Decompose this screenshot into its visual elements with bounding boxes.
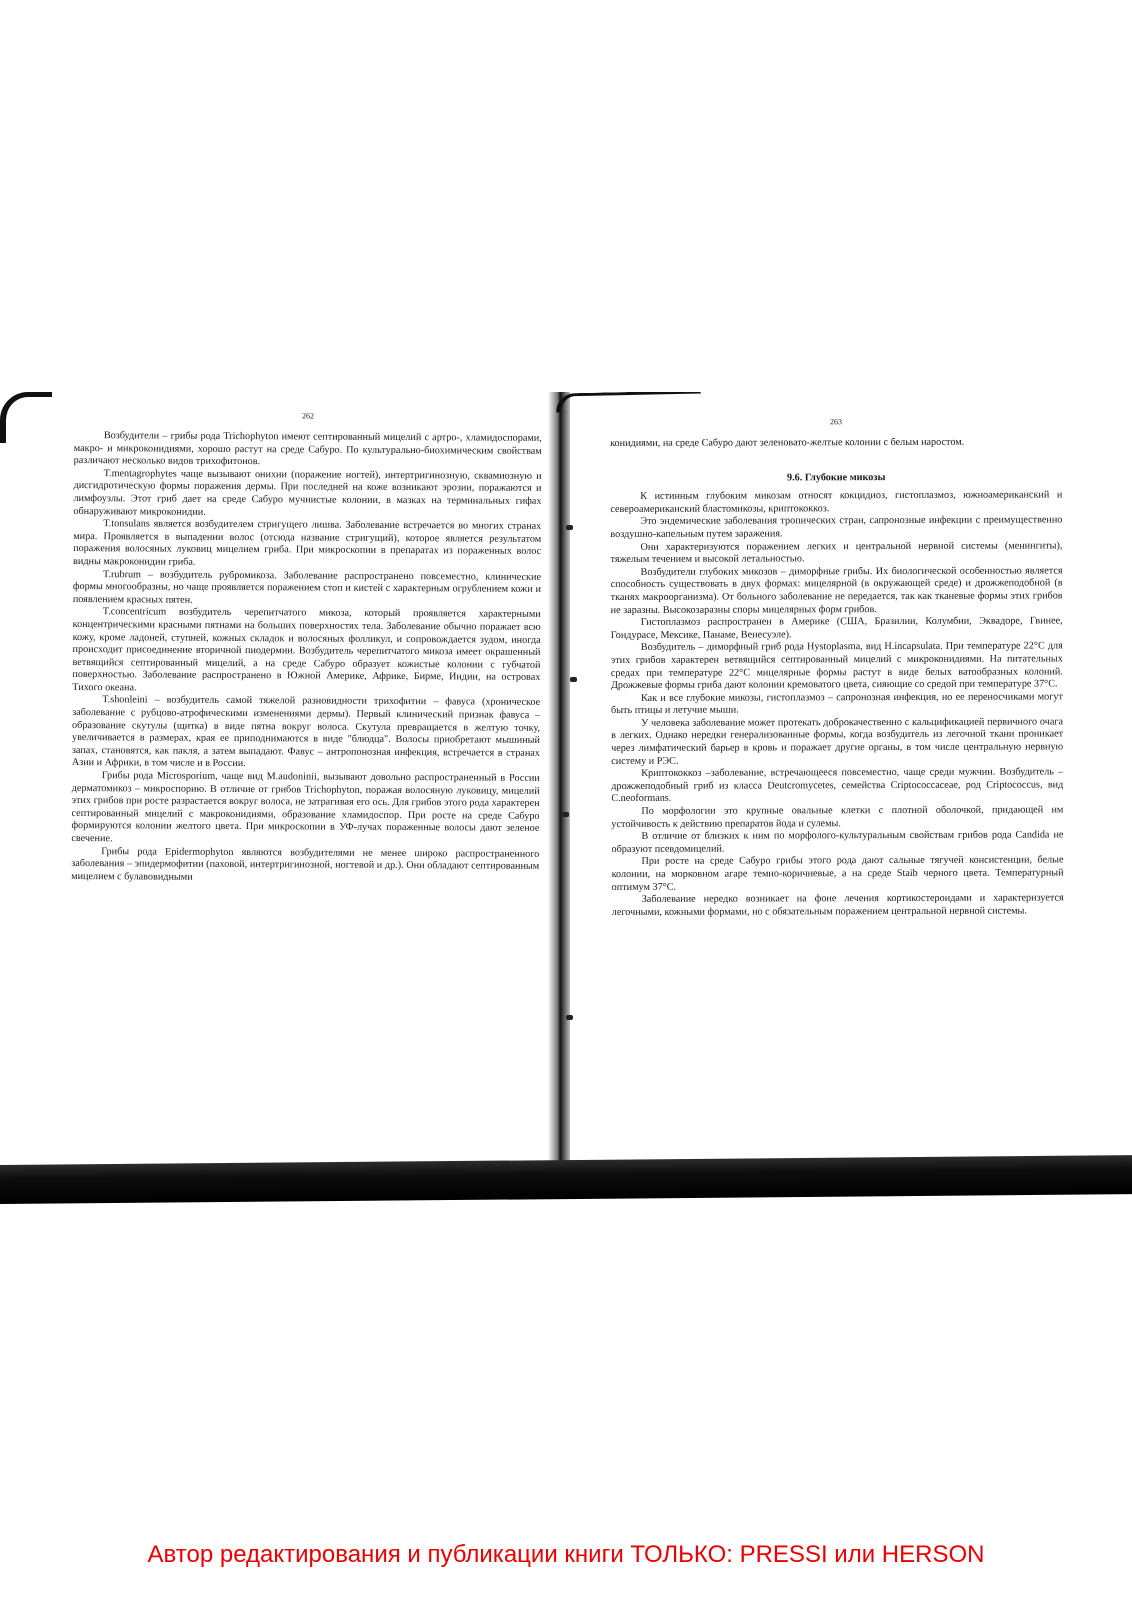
scanned-book-spread: [0, 392, 1132, 1204]
scan-shadow-band: [0, 1155, 1132, 1204]
book-gutter: [548, 392, 570, 1186]
paragraph: T.mentagrophytes чаще вызывают онихии (поражение ногтей), интертригинозную, сквамиозную и дисгидротическую формы поражения дермы. При последней на коже возникают эрозии, поражаются и лимфоузлы. Этот гриб дает на среде Сабуро мучнистые колонии, в мазках на терминальных гифах обнаруживают микроконидии.: [73, 467, 542, 518]
paragraph: У человека заболевание может протекать доброкачественно с кальцификацией первичного очага в легких. Однако нередки генерализованные формы, когда возбудитель из легочной ткани проникает через лимфатический барьер в кровь и поражает другие органы, в том числе центральную нервную систему и РЭС.: [611, 716, 1064, 767]
page-number: 263: [829, 417, 843, 427]
section-title: 9.6. Глубокие микозы: [786, 471, 886, 483]
paragraph: Заболевание нередко возникает на фоне лечения кортикостероидами и характеризуется легочными, кожными формами, но с обязательным поражением центральной нервной системы.: [611, 892, 1064, 918]
scan-speck: [570, 677, 577, 682]
scan-page-edge: [556, 392, 701, 413]
page-number: 262: [301, 411, 314, 421]
paragraph-continuation: конидиями, на среде Сабуро дают зеленовато-желтые колонии с белым наростом.: [610, 436, 965, 449]
paragraph: Гистоплазмоз распространен в Америке (США, Бразилии, Колумбии, Эквадоре, Гвинее, Гондурасе, Мексике, Панаме, Венесуэле).: [610, 615, 1063, 641]
paragraph: Криптококкоз –заболевание, встречающееся повсеместно, чаще среди мужчин. Возбудитель – дрожжеподобный гриб из класса Deutcromycetes, семейства Criptococcaceae, род Criptococcus, вид C.neoformans.: [611, 766, 1064, 805]
paragraph: Возбудитель – диморфный гриб рода Hystoplasma, вид H.incapsulata. При температуре 22°С для этих грибов характерен ветвящийся септированный мицелий с микроконидиями. На питательных средах при температуре 22°С мицелярные формы растут в виде белых ватообразных колоний. Дрожжевые формы гриба дают колонии кремоватого цвета, сияющие со средой при температуре 37°С.: [610, 640, 1063, 692]
paragraph: Как и все глубокие микозы, гистоплазмоз – сапронозная инфекция, но ее переносчиками могут быть птицы и летучие мыши.: [611, 691, 1063, 717]
scan-speck: [566, 525, 573, 530]
paragraph: Это эндемические заболевания тропических стран, сапронозные инфекции с преимущественно воздушно-капельным путем заражения.: [610, 514, 1063, 540]
scan-speck: [566, 1015, 573, 1020]
right-page: [610, 416, 1065, 1168]
paragraph: T.tonsulans является возбудителем стригущего лишва. Заболевание встречается во многих странах мира. Проявляется в выпадении волос (отсюда название стригущий), которое является результатом поражения волосяных луковиц мицелием гриба. При микроскопии в препаратах из пораженных волос видны макроконидии гриба.: [73, 518, 542, 568]
paragraph: T.shonleini – возбудитель самой тяжелой разновидности трихофитии – фавуса (хроническое заболевание с рубцово-атрофическими изменениями дермы). Первый клинический признак фавуса – образование скутулы (щитка) в виде пятна вокруг волоса. Скутула превращается в желтую точку, увеличивается в размерах, края ее приподнимаются в виде "блюдца". Волосы приобретают мышиный запах, становятся, как пакля, а затем выпадают. Фавус – антропонозная инфекция, встречается в странах Азии и Африки, в том числе и в России.: [71, 694, 541, 770]
paragraph: T.rubrum – возбудитель рубромикоза. Заболевание распространено повсеместно, клинические формы многообразны, но чаще проявляется поражением стоп и кистей с характерным огрублением кожи и появлением красных пятен.: [72, 568, 542, 606]
paragraph: Грибы рода Epidermophyton являются возбудителями не менее широко распространенного заболевания – эпидермофитии (паховой, интертригинозной, ногтевой и др.). Они обладают септированным мицелием с булавовидными: [71, 845, 540, 883]
paragraph: При росте на среде Сабуро грибы этого рода дают сальные тягучей консистенции, белые колонии, на морковном агаре темно-коричневые, а на среде Staib черного цвета. Температурный оптимум 37°С.: [611, 854, 1064, 893]
paragraph: Возбудители глубоких микозов – диморфные грибы. Их биологической особенностью является способность существовать в двух формах: мицелярной (в окружающей среде) и дрожжеподобной (в тканях макроорганизма). От больного заболевание не передается, так как тканевые формы этих грибов не заразны. Высокозаразны споры мицелярных форм грибов.: [610, 565, 1063, 616]
paragraph: Возбудители – грибы рода Trichophyton имеют септированный мицелий с артро-, хламидоспорами, макро- и микроконидиями, хорошо растут на среде Сабуро. По культурально-биохимическим свойствам различают несколько видов трихофитонов.: [73, 430, 542, 468]
scan-speck: [562, 812, 569, 817]
paragraph: Грибы рода Microsporium, чаще вид M.audoninii, вызывают довольно распространенный в России дерматомикоз – микроспорию. В отличие от грибов Trichophyton, поражая волосяную луковицу, мицелий этих грибов при росте разрастается вокруг волоса, не затрагивая его ось. Для грибов этого рода характерен септированный мицелий с макроконидиями, образование хламидоспор. При росте на среде Сабуро формируются колонии желтого цвета. При микроскопии в УФ-лучах пораженные волосы дают зеленое свечение.: [71, 770, 540, 845]
watermark-text: Автор редактирования и публикации книги ТОЛЬКО: PRESSI или HERSON: [147, 1541, 985, 1568]
paragraph: По морфологии это крупные овальные клетки с плотной оболочкой, придающей им устойчивость к действию препаратов йода и сулемы.: [611, 804, 1064, 830]
paragraph: Они характеризуются поражением легких и центральной нервной системы (менингиты), тяжелым течением и высокой летальностью.: [610, 539, 1063, 566]
paragraph: В отличие от близких к ним по морфолого-культуральным свойствам грибов рода Candida не образуют псевдомицелий.: [611, 829, 1064, 855]
scan-page-edge: [0, 392, 52, 443]
paragraph: К истинным глубоким микозам относят кокцидиоз, гистоплазмоз, южноамериканский и североамериканский бластомикозы, криптококкоз.: [610, 489, 1063, 515]
left-page: [69, 410, 542, 1163]
paragraph: T.concentricum возбудитель черепитчатого микоза, который проявляется характерными концентрическими красными пятнами на больших поверхностях тела. Заболевание обычно поражает всю кожу, кроме ладоней, ступней, кожных складок и волосяных фолликул, и сопровождается зудом, иногда происходит присоединение вторичной пиодермии. Возбудитель черепитчатого микоза имеет окрашенный ветвящийся септированный мицелий, а на среде Сабуро образует кожистые колонии с губчатой поверхностью. Заболевание распространено в Южной Америке, Африке, Бирме, Индии, на островах Тихого океана.: [72, 606, 541, 694]
